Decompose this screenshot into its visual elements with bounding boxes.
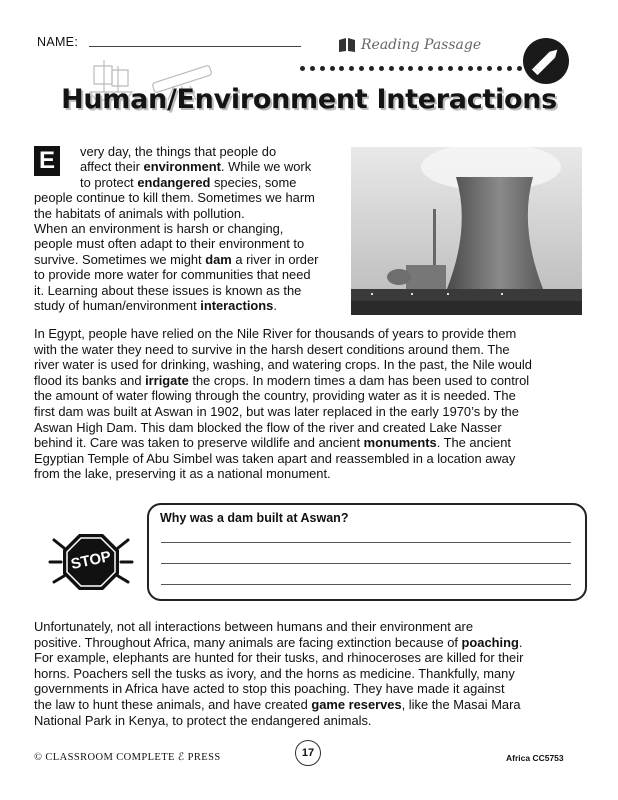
text-run: the law to hunt these animals, and have created <box>34 697 312 712</box>
text-run: . The ancient <box>436 435 511 451</box>
text-run: For example, elephants are hunted for their tusks, and rhinoceroses are killed for their <box>34 650 524 666</box>
text-line <box>34 420 502 436</box>
text-line <box>34 697 521 713</box>
book-icon <box>338 37 356 53</box>
text-line <box>34 283 301 299</box>
text-run: flood its banks and <box>34 372 146 388</box>
answer-line[interactable] <box>161 542 571 543</box>
text-line <box>34 236 304 252</box>
bold-term: irrigate <box>145 372 189 388</box>
bold-term: interactions <box>200 298 274 313</box>
dotted-divider <box>300 66 532 72</box>
text-run: . While we work <box>220 159 312 175</box>
text-run: very day, the things that people do <box>80 144 277 159</box>
text-run: the amount of water flowing through the country, providing water as it is needed. The <box>34 388 516 404</box>
text-line <box>34 713 372 729</box>
answer-line[interactable] <box>161 563 571 564</box>
text-run: to protect <box>80 174 138 190</box>
text-line <box>34 206 245 222</box>
name-label: NAME: <box>37 35 79 49</box>
text-line <box>34 635 522 651</box>
text-line <box>34 221 283 237</box>
text-run: people must often adapt to their environment to <box>34 236 305 252</box>
text-line <box>34 404 519 420</box>
text-line <box>80 144 276 160</box>
publisher-credit: © CLASSROOM COMPLETE ℰ PRESS <box>34 752 221 763</box>
drop-cap: E <box>34 146 60 176</box>
stop-label: STOP <box>69 547 113 574</box>
text-line <box>34 252 318 268</box>
text-run: Egyptian Temple of Abu Simbel was taken apart and reassembled in a location away <box>34 450 516 466</box>
text-run: governments in Africa have acted to stop this poaching. They have made it against <box>34 681 505 697</box>
pencil-badge <box>523 38 569 84</box>
text-run: river water is used for drinking, washing, and watering crops. In the past, the Nile would <box>34 357 532 373</box>
text-run: from the lake, preserving it as a national monument. <box>34 466 331 482</box>
text-run: the habitats of animals with pollution. <box>34 205 245 221</box>
section-heading <box>338 37 481 53</box>
text-line <box>34 373 529 389</box>
text-line <box>34 681 505 697</box>
text-run: people continue to kill them. Sometimes we harm <box>34 190 315 206</box>
text-run: behind it. Care was taken to preserve wildlife and ancient <box>34 435 364 451</box>
text-line <box>80 175 296 191</box>
text-run: . <box>273 298 277 313</box>
page-number: 17 <box>295 740 321 766</box>
text-run: a river in order <box>231 251 319 267</box>
text-run: study of human/environment <box>34 298 201 313</box>
text-run: survive. Sometimes we might <box>34 251 206 267</box>
stop-sign-icon <box>48 520 134 606</box>
name-write-line[interactable] <box>89 46 301 47</box>
text-line <box>34 666 515 682</box>
text-line <box>34 435 511 451</box>
text-run: the crops. In modern times a dam has been used to control <box>188 372 530 388</box>
text-line <box>34 357 532 373</box>
bold-term: game reserves <box>311 697 402 712</box>
text-line <box>34 267 311 283</box>
text-run: to provide more water for communities that need <box>34 267 311 283</box>
text-run: In Egypt, people have relied on the Nile River for thousands of years to provide them <box>34 326 517 341</box>
bold-term: poaching <box>461 634 519 650</box>
bold-term: endangered <box>137 174 211 190</box>
text-line <box>34 326 516 342</box>
bold-term: dam <box>205 251 232 267</box>
section-label: Reading Passage <box>361 37 482 53</box>
text-line <box>34 342 510 358</box>
text-run: affect their <box>80 159 144 175</box>
bold-term: monuments <box>363 435 437 451</box>
text-run: , like the Masai Mara <box>401 697 521 712</box>
text-run: positive. Throughout Africa, many animals are facing extinction because of <box>34 634 462 650</box>
text-line <box>34 619 473 635</box>
text-line <box>34 388 516 404</box>
text-line <box>34 190 315 206</box>
text-run: Aswan High Dam. This dam blocked the flow of the river and created Lake Nasser <box>34 419 502 435</box>
text-run: Unfortunately, not all interactions between humans and their environment are <box>34 619 474 634</box>
page-title: Human/Environment Interactions <box>61 84 557 115</box>
text-run: When an environment is harsh or changing, <box>34 221 284 236</box>
text-run: . <box>518 634 523 650</box>
text-line <box>34 466 331 482</box>
text-run: with the water they need to survive in the harsh desert conditions around them. The <box>34 341 510 357</box>
text-line <box>34 650 523 666</box>
pencil-icon <box>523 38 569 84</box>
text-run: it. Learning about these issues is known as the <box>34 282 302 298</box>
text-run: horns. Poachers sell the tusks as ivory, and the horns as medicine. Thankfully, many <box>34 665 515 681</box>
product-code: Africa CC5753 <box>506 753 564 763</box>
text-run: first dam was built at Aswan in 1902, but was later replaced in the early 1970’s by the <box>34 404 519 419</box>
bold-term: environment <box>143 159 221 175</box>
text-line <box>80 159 311 175</box>
text-line <box>34 298 277 314</box>
cooling-tower-photo <box>351 147 582 315</box>
text-run: species, some <box>210 174 297 190</box>
question-prompt: Why was a dam built at Aswan? <box>160 511 349 525</box>
text-line <box>34 451 515 467</box>
text-run: National Park in Kenya, to protect the endangered animals. <box>34 712 372 728</box>
answer-line[interactable] <box>161 584 571 585</box>
